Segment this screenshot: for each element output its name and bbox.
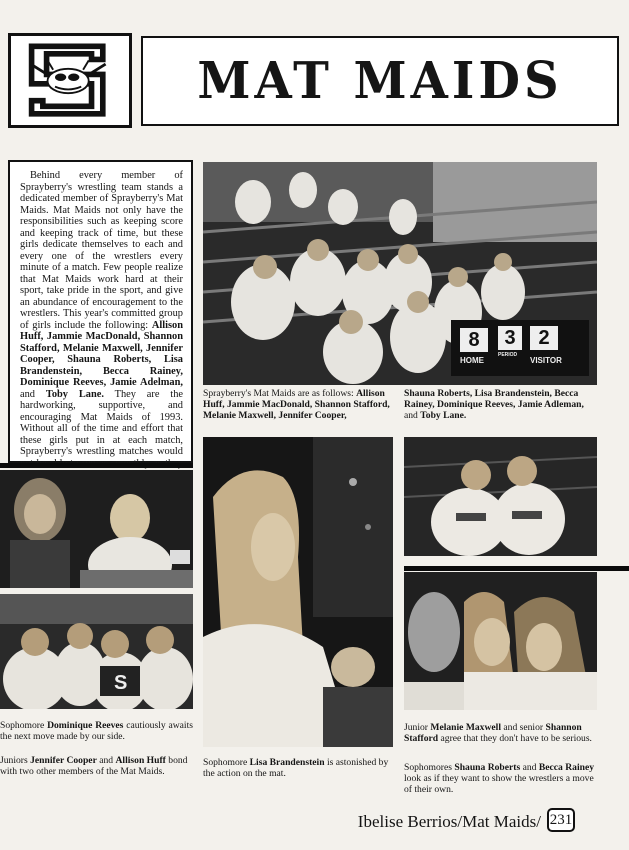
caption-dominique-pre: Sophomore — [0, 720, 48, 731]
caption-juniors-post: bond with two other members of the Mat Maids. — [0, 755, 188, 777]
photo-lisa-image — [203, 437, 393, 747]
caption-shauna-becca — [404, 762, 597, 795]
caption-dominique — [0, 720, 193, 742]
scoreboard-visitor-digit: 2 — [530, 326, 558, 350]
caption-shauna-pre: Sophomores — [404, 762, 455, 773]
school-logo — [8, 33, 132, 128]
page-title: MAT MAIDS — [197, 51, 563, 111]
group-photo-bleachers — [203, 162, 597, 385]
intro-text-part1: Behind every member of Sprayberry's wrestling team stands a dedicated member of Sprayberry's Mat Maids. Mat Maids not only have the responsibilities such as keeping score and keeping track of time, but these girls dedicate themselves to each and every one of the wrestlers every minute of a match. Few people realize that Mat Maids work hard at their sport, take pride in the sport, and give an abundance of encouragement to the wrestlers. This year's committed group of girls include the following: — [20, 170, 183, 331]
divider-bar-right — [404, 566, 629, 571]
photo-shauna-becca-image — [404, 572, 597, 710]
caption-melanie-shannon — [404, 722, 597, 744]
page-credit: Ibelise Berrios/Mat Maids/ — [357, 812, 541, 831]
intro-last-name: Toby Lane. — [45, 388, 104, 400]
s-jacket-logo-icon — [11, 36, 129, 125]
caption-melanie-name1: Melanie Maxwell — [430, 722, 501, 733]
caption-melanie-post: agree that they don't have to be serious. — [438, 733, 592, 744]
intro-and: and — [20, 388, 46, 400]
caption-juniors-pre: Juniors — [0, 755, 31, 766]
caption-lisa-name: Lisa Brandenstein — [249, 757, 325, 768]
scoreboard-visitor-label: VISITOR — [530, 356, 562, 365]
intro-text-box — [8, 160, 193, 463]
scoreboard — [458, 326, 582, 370]
caption-lisa-post: is astonished by the action on the mat. — [203, 757, 389, 779]
caption-group-names-b: Shauna Roberts, Lisa Brandenstein, Becca Rainey, Dominique Reeves, Jamie Adleman, — [404, 388, 584, 410]
caption-lisa-pre: Sophomore — [203, 757, 250, 768]
scoreboard-period-label: PERIOD — [498, 352, 518, 358]
intro-names: Allison Huff, Jammie MacDonald, Shannon Stafford, Melanie Maxwell, Jennifer Cooper, Shauna Roberts, Lisa Brandenstein, Becca Rainey, Dominique Reeves, Jamie Adelman, — [20, 319, 183, 388]
photo-dominique — [0, 470, 193, 588]
caption-lisa — [203, 757, 393, 779]
caption-shauna-name2: Becca Rainey — [538, 762, 595, 773]
photo-melanie-shannon-image — [404, 437, 597, 556]
divider-bar-left — [0, 463, 193, 468]
caption-dominique-name: Dominique Reeves — [47, 720, 124, 731]
caption-group-last: Toby Lane. — [420, 410, 467, 421]
caption-melanie-mid: and senior — [501, 722, 546, 733]
caption-shauna-post: look as if they want to show the wrestlers a move of their own. — [404, 773, 594, 795]
caption-juniors-name2: Allison Huff — [115, 755, 166, 766]
photo-juniors-image — [0, 594, 193, 709]
caption-group-and: and — [404, 410, 421, 421]
page-number-badge — [547, 808, 575, 832]
caption-group-right — [404, 388, 598, 421]
caption-melanie-name2: Shannon Stafford — [404, 722, 582, 744]
caption-juniors-and: and — [96, 755, 116, 766]
photo-juniors — [0, 594, 193, 709]
caption-dominique-post: cautiously awaits the next move made by our side. — [0, 720, 193, 742]
photo-shauna-becca — [404, 572, 597, 710]
caption-group-names-a: Allison Huff, Jammie MacDonald, Shannon Stafford, Melanie Maxwell, Jennifer Cooper, — [203, 388, 390, 421]
intro-text-part2: They are the hardworking, supportive, and encouraging Mat Maids of 1993. Without all of the time and effort that these girls put in at each match, Sprayberry's wrestling matches would — [20, 388, 183, 457]
title-banner — [141, 36, 619, 126]
caption-group-left — [203, 388, 393, 421]
photo-melanie-shannon — [404, 437, 597, 556]
caption-shauna-and: and — [520, 762, 539, 773]
caption-juniors-name1: Jennifer Cooper — [30, 755, 97, 766]
caption-juniors — [0, 755, 193, 777]
scoreboard-home-digit: 8 — [460, 328, 488, 352]
scoreboard-home-label: HOME — [460, 356, 484, 365]
svg-text:S: S — [114, 672, 128, 694]
caption-melanie-pre: Junior — [404, 722, 431, 733]
caption-group-intro: Sprayberry's Mat Maids are as follows: — [203, 388, 357, 399]
intro-paragraph — [20, 170, 183, 481]
photo-dominique-image — [0, 470, 193, 588]
scoreboard-period-digit: 3 — [498, 326, 522, 350]
photo-lisa — [203, 437, 393, 747]
caption-shauna-name1: Shauna Roberts — [454, 762, 521, 773]
page-number: 231 — [549, 811, 573, 828]
